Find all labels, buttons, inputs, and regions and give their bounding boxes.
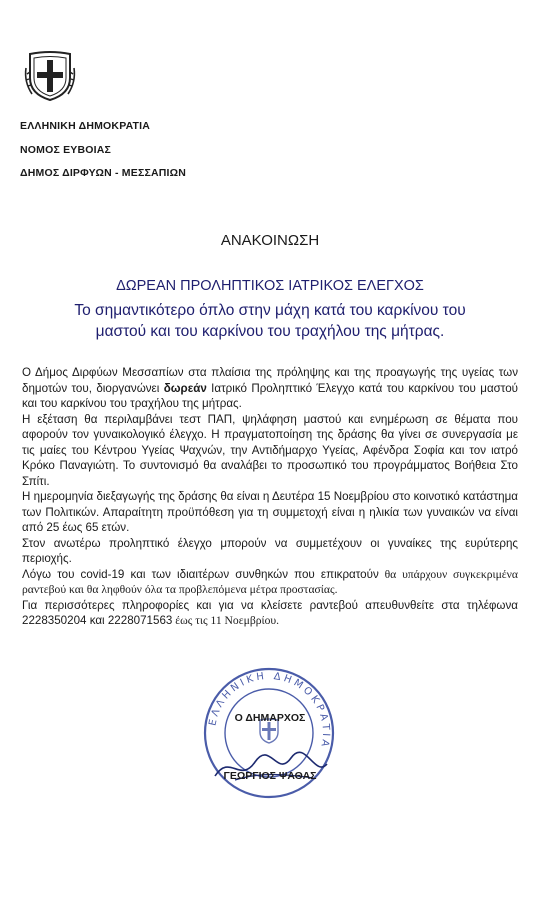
- paragraph-4: Στον ανωτέρω προληπτικό έλεγχο μπορούν να συμμετέχουν οι γυναίκες της ευρύτερης περιοχής.: [22, 536, 518, 565]
- header-country: ΕΛΛΗΝΙΚΗ ΔΗΜΟΚΡΑΤΙΑ: [20, 120, 151, 132]
- mayor-name: ΓΕΩΡΓΙΟΣ ΨΑΘΑΣ: [223, 770, 317, 782]
- document-subtitle: ΔΩΡΕΑΝ ΠΡΟΛΗΠΤΙΚΟΣ ΙΑΤΡΙΚΟΣ ΕΛΕΓΧΟΣ: [116, 278, 424, 294]
- tagline: [0, 300, 540, 342]
- tagline-line-2: μαστού και του καρκίνου του τραχήλου της μήτρας.: [95, 323, 445, 340]
- coat-of-arms-icon: [22, 48, 78, 104]
- stamp-text: ΕΛΛΗΝΙΚΗ ΔΗΜΟΚΡΑΤΙΑ: [207, 670, 332, 751]
- paragraph-1: Ο Δήμος Διρφύων Μεσσαπίων στα πλαίσια της πρόληψης και της προαγωγής της υγείας των δημοτών του, διοργανώνει δωρεάν Ιατρικό Προληπτικό Έλεγχο κατά του καρκίνου του μαστού και του καρκίνου του τραχήλου της μήτρας.: [22, 366, 519, 410]
- paragraph-2: Η εξέταση θα περιλαμβάνει τεστ ΠΑΠ, ψηλάφηση μαστού και ενημέρωση σε θέματα που αφορούν τον γυναικολογικό έλεγχο. Η πραγματοποίηση της δράσης θα γίνει σε συνεργασία με τις μαίες του Κέντρου Υγείας Ψαχνών, την Αντιδήμαρχο Υγείας, Αφένδρα Σοφία και τον ιατρό Κρόκο Παναγιώτη. Το συντονισμό θα αναλάβει το προσωπικό του προγράμματος Βοήθεια Στο Σπίτι.: [22, 412, 518, 488]
- paragraph-5: Λόγω του covid-19 και των ιδιαιτέρων συνθηκών που επικρατούν θα υπάρχουν συγκεκριμένα ραντεβού και θα ληφθούν όλα τα προβλεπόμενα μέτρα προστασίας.: [22, 567, 518, 596]
- signature-scribble: [205, 748, 335, 788]
- tagline-line-1: Το σημαντικότερο όπλο στην μάχη κατά του καρκίνου του: [74, 302, 466, 319]
- header-municipality: ΔΗΜΟΣ ΔΙΡΦΥΩΝ - ΜΕΣΣΑΠΙΩΝ: [20, 167, 187, 179]
- announcement-body: [22, 365, 518, 629]
- header-prefecture: ΝΟΜΟΣ ΕΥΒΟΙΑΣ: [20, 144, 112, 156]
- paragraph-3: Η ημερομηνία διεξαγωγής της δράσης θα είναι η Δευτέρα 15 Νοεμβρίου στο κοινοτικό κατάστημα των Πολιτικών. Απαραίτητη προϋπόθεση για τη συμμετοχή είναι η ηλικία των γυναικών να είναι από 25 έως 65 ετών.: [22, 490, 518, 534]
- free-emphasis: δωρεάν: [163, 381, 207, 395]
- document-title: ΑΝΑΚΟΙΝΩΣΗ: [220, 232, 320, 249]
- mayor-role: Ο ΔΗΜΑΡΧΟΣ: [234, 712, 306, 724]
- paragraph-6: Για περισσότερες πληροφορίες και για να κλείσετε ραντεβού απευθυνθείτε στα τηλέφωνα 2228350204 και 2228071563 έως τις 11 Νοεμβρίου.: [22, 598, 518, 627]
